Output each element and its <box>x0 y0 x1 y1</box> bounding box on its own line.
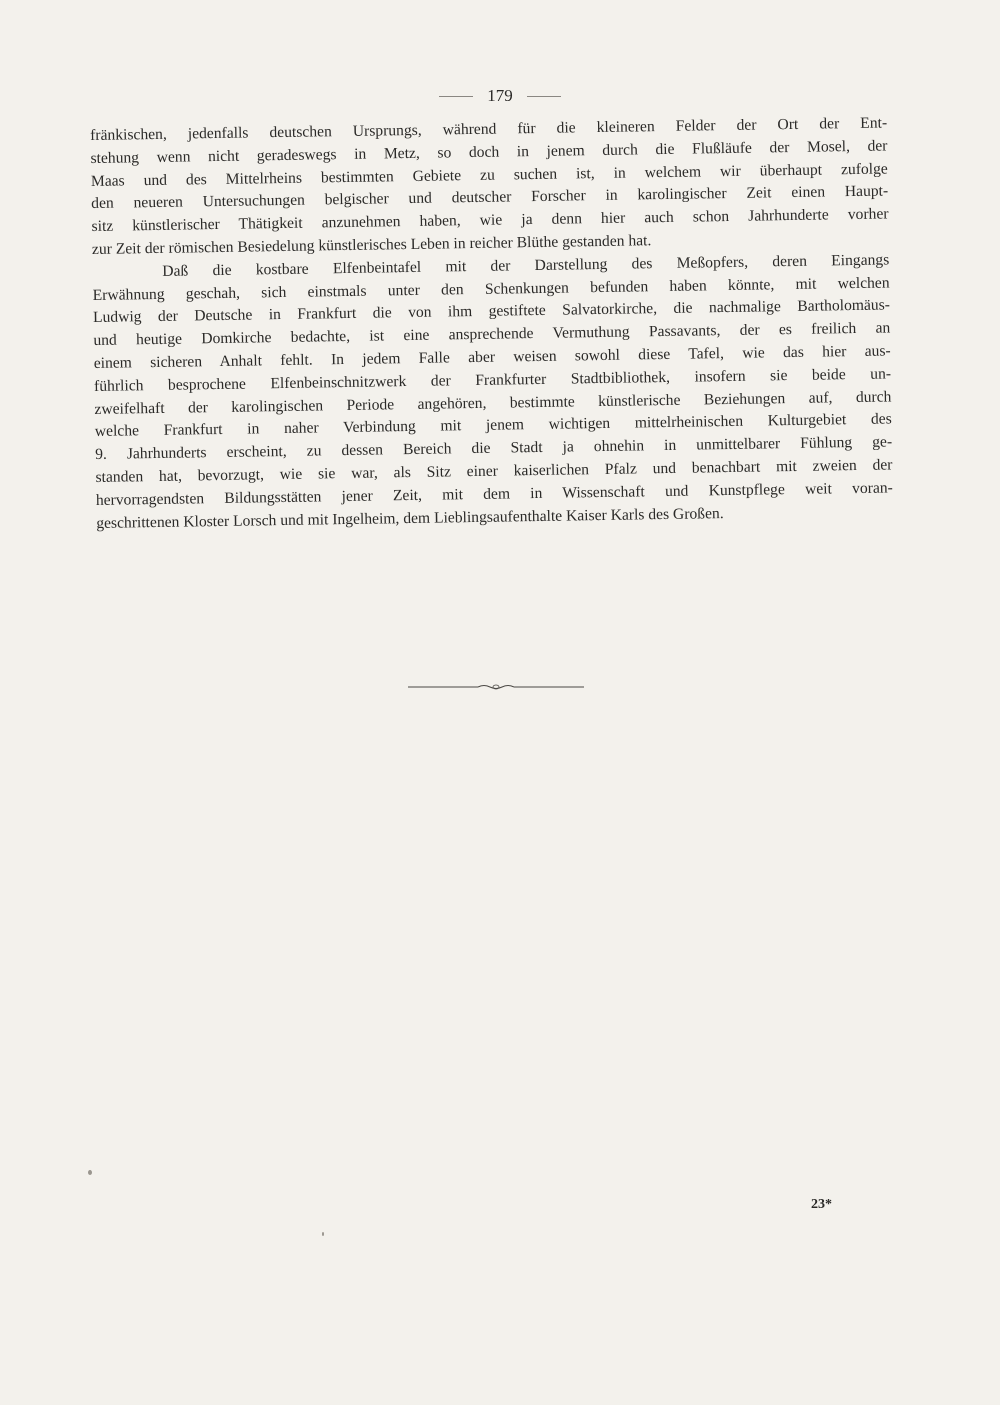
paper-speck <box>322 1232 324 1236</box>
text-line: und heutige Domkirche bedachte, ist eine ansprechende Vermuthung Passavants, der es freilich an <box>93 319 891 350</box>
text-line: zweifelhaft der karolingischen Periode angehören, bestimmte künstlerische Beziehungen auf, durch <box>94 388 892 418</box>
text-line: Ludwig der Deutsche in Frankfurt die von ihm gestiftete Salvatorkirche, die nachmalige Bartholomäus- <box>92 296 891 327</box>
text-line: den neueren Untersuchungen belgischer und deutscher Forscher in karolingischer Zeit einen Haupt- <box>91 182 889 213</box>
text-line: Erwähnung geschah, sich einstmals unter den Schenkungen befunden haben könnte, mit welchen <box>92 274 890 304</box>
header-rule-right <box>527 96 561 97</box>
text-line: standen hat, bevorzugt, wie sie war, als Sitz einer kaiserlichen Pfalz und benachbart mit zweien der <box>95 456 893 486</box>
text-line: 9. Jahrhunderts erscheint, zu dessen Bereich die Stadt ja ohnehin in unmittelbarer Fühlung ge- <box>95 433 893 464</box>
text-line: hervorragendsten Bildungsstätten jener Zeit, mit dem in Wissenschaft und Kunstpflege weit voran- <box>95 479 893 509</box>
text-line: sitz künstlerischer Thätigkeit anzunehmen haben, wie ja denn hier auch schon Jahrhunderte vorher <box>91 205 889 236</box>
text-line: zur Zeit der römischen Besiedelung künstlerisches Leben in reicher Blüthe gestanden hat. <box>91 232 652 258</box>
section-end-ornament <box>408 682 584 692</box>
text-line: Maas und des Mittelrheins bestimmten Gebiete zu suchen ist, in welchem wir überhaupt zufolge <box>90 160 888 190</box>
page-header <box>0 86 1000 106</box>
text-line: geschrittenen Kloster Lorsch und mit Ingelheim, dem Lieblingsaufenthalte Kaiser Karls des Großen. <box>96 504 724 532</box>
text-line: Daß die kostbare Elfenbeintafel mit der Darstellung des Meßopfers, deren Eingangs <box>162 251 890 280</box>
text-line: welche Frankfurt in naher Verbindung mit jenem wichtigen mittelrheinischen Kulturgebiet des <box>94 410 892 441</box>
paper-speck <box>88 1170 92 1175</box>
text-line: einem sicheren Anhalt fehlt. In jedem Falle aber weisen sowohl diese Tafel, wie das hier aus- <box>93 342 891 372</box>
body-text <box>90 112 893 535</box>
page-number: 179 <box>487 86 513 105</box>
text-line: stehung wenn nicht geradeswegs in Metz, so doch in jenem durch die Flußläufe der Mosel, der <box>90 137 888 167</box>
text-line: fränkischen, jedenfalls deutschen Ursprungs, während für die kleineren Felder der Ort der Ent- <box>90 114 888 144</box>
signature-mark: 23* <box>811 1197 832 1212</box>
text-line: führlich besprochene Elfenbeinschnitzwerk der Frankfurter Stadtbibliothek, insofern sie beide un- <box>93 365 892 395</box>
header-rule-left <box>439 96 473 97</box>
